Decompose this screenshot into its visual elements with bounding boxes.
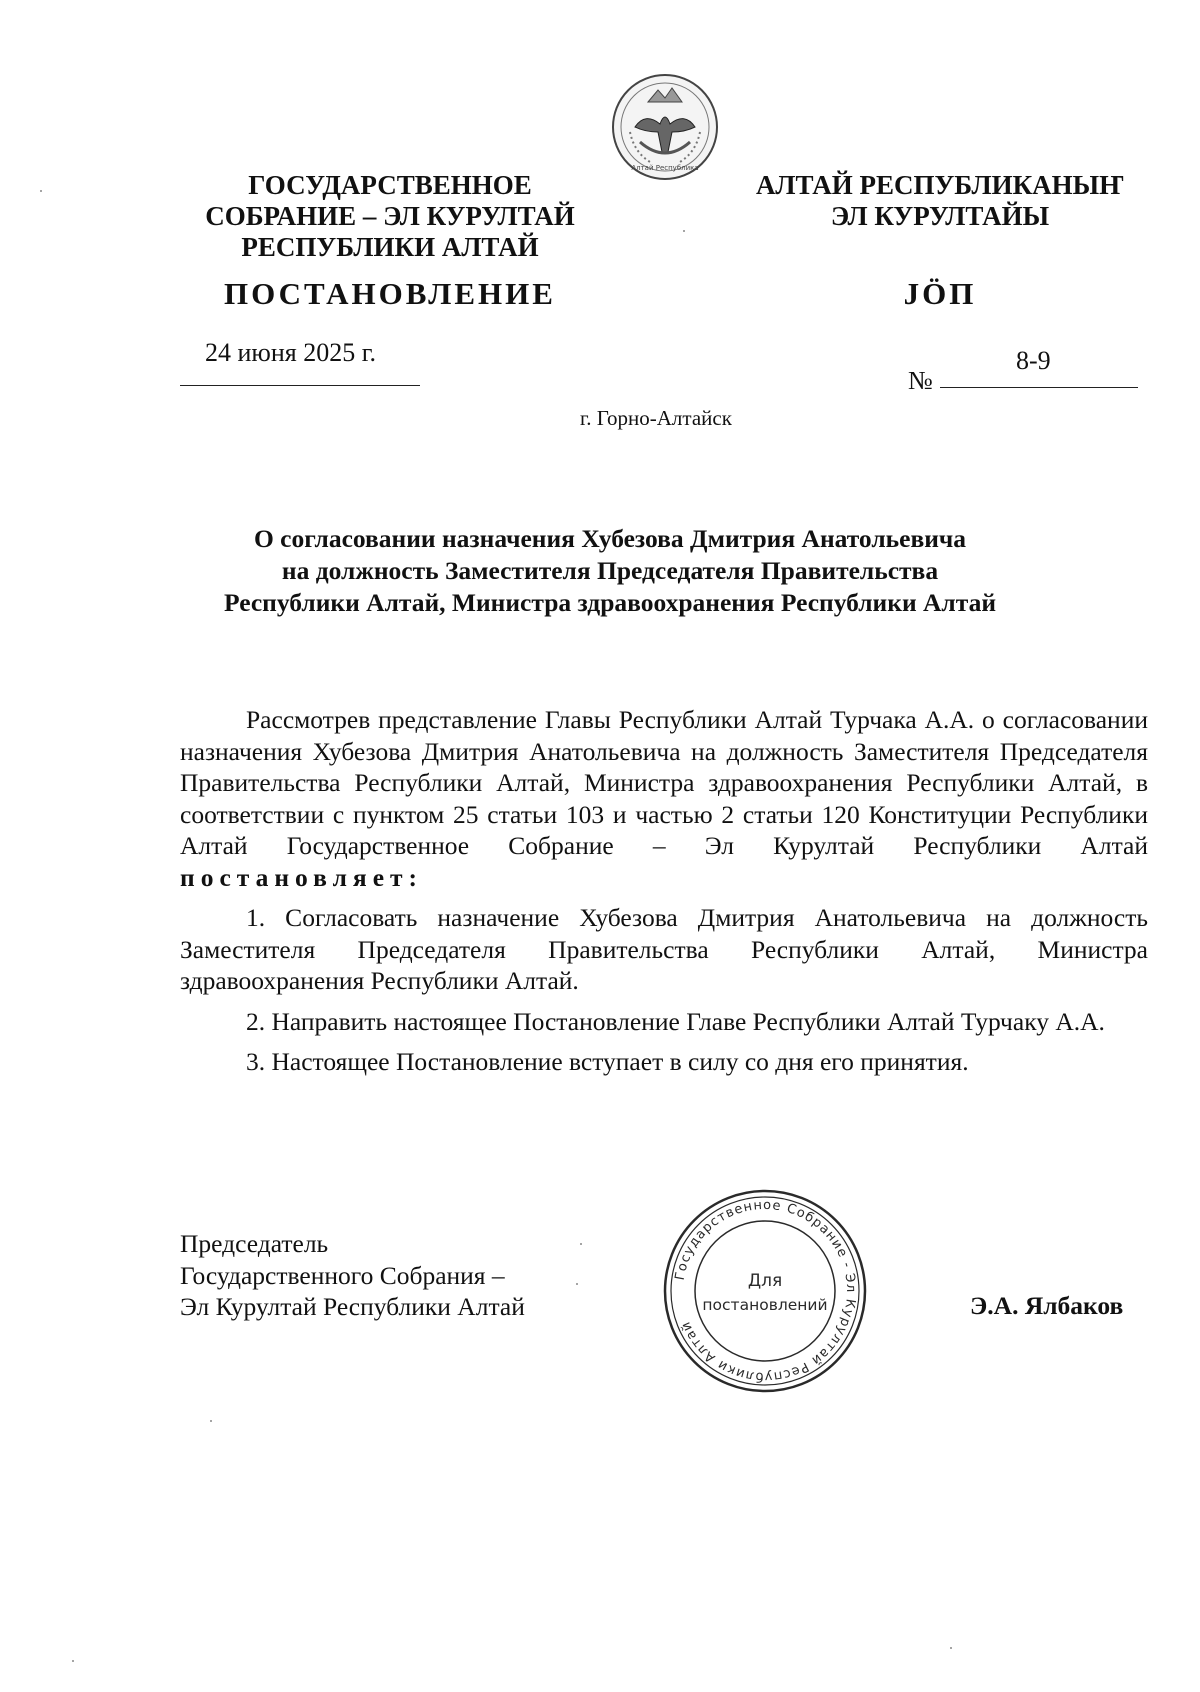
number-underline xyxy=(940,387,1138,388)
left-doc-type: ПОСТАНОВЛЕНИЕ xyxy=(224,276,556,311)
item-2: 2. Направить настоящее Постановление Главе Республики Алтай Турчаку А.А. xyxy=(246,1006,1105,1036)
item-1: 1. Согласовать назначение Хубезова Дмитрия Анатольевича на должность Заместителя Председателя Правительства Республики Алтай, Министра здравоохранения Республики Алтай. xyxy=(180,903,1148,995)
signatory-position xyxy=(180,1228,525,1323)
document-subject xyxy=(160,523,1060,619)
position-line2: Государственного Собрания – xyxy=(180,1260,505,1290)
number-label: № xyxy=(908,366,933,395)
scan-speck xyxy=(580,1243,582,1245)
scan-speck xyxy=(683,230,685,232)
right-header-line2: ЭЛ КУРУЛТАЙЫ xyxy=(830,201,1050,231)
right-header-line1: АЛТАЙ РЕСПУБЛИКАНЫҤ xyxy=(755,170,1125,200)
item-3: 3. Настоящее Постановление вступает в силу со дня его принятия. xyxy=(246,1047,969,1076)
scan-speck xyxy=(72,1660,74,1662)
position-line1: Председатель xyxy=(180,1229,329,1258)
official-stamp xyxy=(662,1188,868,1394)
preamble-paragraph xyxy=(180,704,1148,893)
scan-speck xyxy=(576,1283,578,1285)
stamp-center-line2: постановлений xyxy=(702,1296,828,1314)
coat-of-arms-emblem xyxy=(610,72,720,182)
position-line3: Эл Курултай Республики Алтай xyxy=(180,1292,525,1321)
scan-speck xyxy=(40,190,42,192)
left-header-line3: РЕСПУБЛИКИ АЛТАЙ xyxy=(241,232,539,262)
stamp-center-line1: Для xyxy=(747,1271,783,1291)
city: г. Горно-Алтайск xyxy=(580,406,732,430)
preamble-text: Рассмотрев представление Главы Республики Алтай Турчака А.А. о согласовании назначения Хубезова Дмитрия Анатольевича на должность Заместителя Председателя Правительства Республики Алтай, Министра здравоохранения Республики Алтай, в соответствии с пунктом 25 статьи 103 и частью 2 статьи 120 Конституции Республики Алтай Государственное Собрание – Эл Курултай Республики Алтай xyxy=(180,705,1148,860)
stamp-ring-text: Государственное Собрание - Эл Курултай Республики Алтай xyxy=(672,1197,859,1385)
right-header xyxy=(730,170,1150,232)
document-number: 8-9 xyxy=(1016,346,1051,375)
signatory-name: Э.А. Ялбаков xyxy=(970,1291,1124,1320)
right-doc-type: JӦП xyxy=(903,276,977,311)
left-header-line1: ГОСУДАРСТВЕННОЕ xyxy=(248,170,532,200)
subject-line3: Республики Алтай, Министра здравоохранения Республики Алтай xyxy=(223,588,997,617)
scan-speck xyxy=(210,1420,212,1422)
document-body xyxy=(180,704,1148,1078)
subject-line2: на должность Заместителя Председателя Правительства xyxy=(281,556,939,585)
left-header-line2: СОБРАНИЕ – ЭЛ КУРУЛТАЙ xyxy=(205,201,575,231)
document-date: 24 июня 2025 г. xyxy=(205,338,376,367)
date-underline xyxy=(180,385,420,386)
scan-speck xyxy=(950,1647,952,1649)
left-header xyxy=(180,170,600,263)
subject-line1: О согласовании назначения Хубезова Дмитрия Анатольевича xyxy=(253,524,967,553)
resolves-word: постановляет: xyxy=(180,862,424,892)
emblem-inscription: Алтай Республика xyxy=(631,164,699,172)
